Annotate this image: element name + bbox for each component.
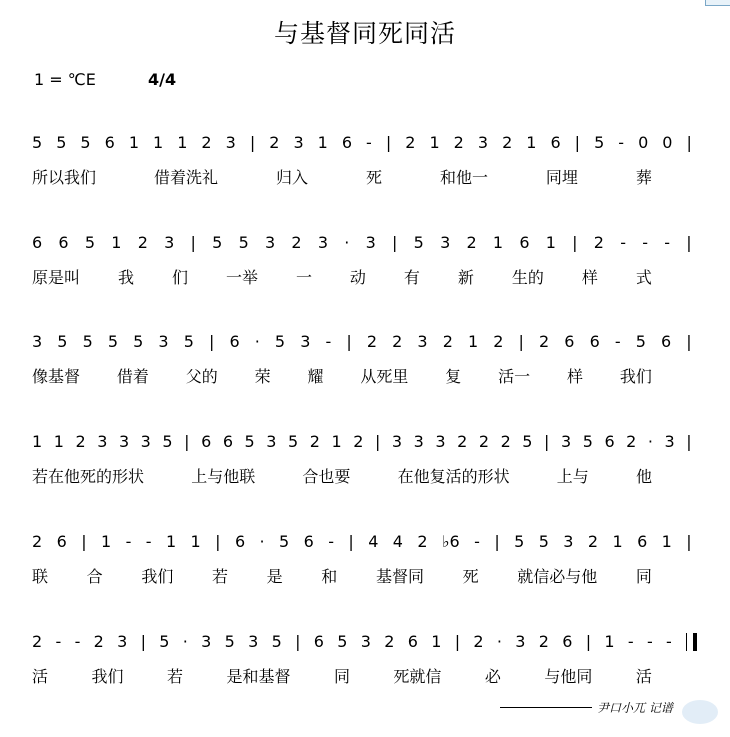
note-token: 5	[244, 432, 255, 451]
lyrics-row	[32, 167, 652, 189]
note-token: 1	[429, 133, 440, 152]
lyric-syllable: 他	[635, 467, 652, 486]
lyric-syllable: 死就信	[393, 667, 442, 686]
lyric-syllable: 死	[462, 567, 479, 586]
note-token: 3	[391, 432, 403, 451]
notes-row	[32, 331, 692, 353]
note-token: 6	[104, 133, 115, 152]
note-token: 2	[353, 432, 364, 451]
note-token: -	[55, 632, 62, 651]
note-token: ·	[496, 632, 502, 651]
lyric-syllable: 我	[117, 268, 134, 287]
note-token: 6	[56, 532, 67, 551]
lyric-syllable: 合	[86, 567, 103, 586]
lyric-syllable: 活	[32, 667, 49, 686]
note-token: 2	[442, 332, 453, 351]
note-token: 1	[177, 133, 188, 152]
note-token: 1	[165, 532, 177, 551]
lyric-syllable: 葬	[635, 168, 652, 187]
lyric-syllable: 同	[635, 567, 652, 586]
note-token: 5	[274, 332, 286, 351]
note-token: 6	[201, 432, 212, 451]
note-token: 2	[269, 133, 280, 152]
note-token: 3	[560, 432, 572, 451]
lyric-syllable: 和	[321, 567, 338, 586]
note-token: 1	[331, 432, 342, 451]
note-token: 6	[303, 532, 314, 551]
note-token: |	[374, 432, 381, 451]
note-token: |	[295, 632, 301, 651]
note-token: 2	[587, 532, 599, 551]
note-token: 1	[111, 233, 122, 252]
note-token: -	[366, 133, 372, 152]
note-token: 5	[80, 133, 91, 152]
lyric-syllable: 一	[295, 268, 312, 287]
note-token: |	[572, 233, 578, 252]
note-token: |	[249, 133, 256, 152]
note-token: 6	[562, 632, 573, 651]
note-token: 6	[341, 133, 353, 152]
note-token: |	[686, 332, 692, 351]
note-token: 6	[222, 432, 233, 451]
note-token: 3	[300, 332, 311, 351]
note-token: |	[190, 233, 196, 252]
note-token: 3	[158, 332, 169, 351]
note-token: 2	[539, 332, 550, 351]
key-signature: 1 = ℃E	[34, 70, 96, 89]
note-token: 1	[128, 133, 139, 152]
note-token: ♭6	[441, 532, 460, 551]
note-token: |	[686, 133, 692, 152]
note-token: 2	[384, 632, 395, 651]
note-token: ·	[344, 233, 350, 252]
lyric-syllable: 我们	[91, 667, 124, 686]
transcriber-credit: 尹口小兀 记谱	[597, 701, 673, 715]
note-token: 3	[164, 233, 175, 252]
note-token: 1	[153, 133, 164, 152]
lyric-syllable: 荣	[254, 367, 271, 386]
note-token: 5	[582, 432, 593, 451]
note-token: 3	[118, 432, 130, 451]
note-token: 5	[82, 332, 93, 351]
note-token: 3	[201, 632, 212, 651]
note-token: 2	[493, 332, 504, 351]
note-token: 3	[477, 133, 489, 152]
notes-row	[32, 431, 692, 453]
note-token: ·	[647, 432, 653, 451]
lyrics-row	[32, 267, 652, 289]
note-token: 5	[238, 233, 249, 252]
note-token: 5	[413, 233, 424, 252]
note-token: 3	[435, 432, 446, 451]
note-token: |	[346, 332, 352, 351]
lyrics-row	[32, 666, 652, 688]
note-token: 5	[32, 133, 43, 152]
lyric-syllable: 样	[567, 367, 584, 386]
note-token: 6	[550, 133, 561, 152]
lyric-syllable: 若	[211, 567, 228, 586]
lyric-syllable: 就信必与他	[517, 567, 598, 586]
note-token: 6	[234, 532, 246, 551]
note-token: 3	[117, 632, 128, 651]
note-token: 3	[417, 332, 428, 351]
note-token: 5	[183, 332, 194, 351]
lyric-syllable: 上与	[556, 467, 589, 486]
lyric-syllable: 归入	[275, 168, 308, 187]
lyric-syllable: 从死里	[360, 367, 409, 386]
note-token: 3	[265, 233, 276, 252]
note-token: 2	[626, 432, 637, 451]
lyric-syllable: 父的	[185, 367, 218, 386]
note-token: 6	[661, 332, 672, 351]
lyric-syllable: 我们	[141, 567, 174, 586]
note-token: 3	[563, 532, 574, 551]
note-token: -	[474, 532, 480, 551]
note-token: |	[184, 432, 190, 451]
note-token: |	[392, 233, 398, 252]
note-token: 5	[279, 532, 290, 551]
lyric-syllable: 原是叫	[32, 268, 81, 287]
note-token: 6	[519, 233, 530, 252]
note-token: 0	[662, 133, 673, 152]
lyric-syllable: 同	[333, 667, 350, 686]
note-token: 0	[638, 133, 649, 152]
note-token: 1	[32, 432, 43, 451]
lyric-syllable: 合也要	[302, 467, 351, 486]
note-token: 1	[492, 233, 504, 252]
note-token: 5	[635, 332, 646, 351]
note-token: 1	[545, 233, 556, 252]
lyric-syllable: 我们	[619, 367, 652, 386]
lyric-syllable: 在他复活的形状	[397, 467, 510, 486]
note-token: ·	[259, 532, 265, 551]
lyric-syllable: 们	[171, 268, 188, 287]
lyric-syllable: 联	[32, 567, 49, 586]
lyric-syllable: 与他同	[544, 667, 593, 686]
note-token: 2	[137, 233, 148, 252]
note-token: 2	[405, 133, 416, 152]
stave-line-3	[0, 331, 730, 391]
note-token: -	[614, 332, 621, 351]
lyric-syllable: 动	[349, 268, 366, 287]
note-token: 6	[637, 532, 648, 551]
note-token: 3	[32, 332, 43, 351]
note-token: 2	[593, 233, 604, 252]
note-token: 6	[58, 233, 69, 252]
lyric-syllable: 死	[365, 168, 382, 187]
signature-line	[500, 707, 592, 708]
note-token: 2	[538, 632, 549, 651]
lyric-syllable: 一举	[225, 268, 258, 287]
note-token: 6	[589, 332, 600, 351]
stave-line-2	[0, 232, 730, 292]
note-token: |	[686, 432, 692, 451]
final-barline	[686, 633, 697, 651]
note-token: 1	[190, 532, 201, 551]
lyric-syllable: 复	[445, 367, 462, 386]
note-token: 3	[248, 632, 259, 651]
note-token: 2	[309, 432, 320, 451]
lyric-syllable: 上与他联	[191, 467, 256, 486]
note-token: 3	[97, 432, 108, 451]
notes-row	[32, 631, 672, 653]
lyric-syllable: 活	[635, 667, 652, 686]
lyric-syllable: 借着洗礼	[153, 168, 218, 187]
note-token: |	[686, 233, 692, 252]
lyric-syllable: 样	[581, 268, 598, 287]
note-token: -	[618, 133, 625, 152]
note-token: 3	[440, 233, 451, 252]
lyric-syllable: 式	[635, 268, 652, 287]
note-token: 1	[526, 133, 537, 152]
stave-line-6	[0, 631, 730, 691]
note-token: 1	[100, 532, 112, 551]
note-token: 3	[266, 432, 277, 451]
note-token: -	[666, 632, 672, 651]
lyric-syllable: 若在他死的形状	[32, 467, 145, 486]
note-token: 1	[604, 632, 615, 651]
note-token: -	[74, 632, 81, 651]
note-token: 5	[288, 432, 299, 451]
note-token: -	[627, 632, 634, 651]
note-token: -	[145, 532, 152, 551]
note-token: 1	[317, 133, 328, 152]
watermark-logo	[682, 700, 718, 724]
notes-row	[32, 132, 692, 154]
note-token: |	[454, 632, 461, 651]
note-token: 2	[392, 332, 403, 351]
note-token: |	[574, 133, 581, 152]
note-token: 2	[453, 133, 464, 152]
note-token: 2	[478, 432, 490, 451]
note-token: -	[664, 233, 671, 252]
stave-line-5	[0, 531, 730, 591]
lyric-syllable: 同埋	[545, 168, 578, 187]
note-token: 2	[366, 332, 378, 351]
note-token: 5	[57, 332, 68, 351]
corner-decoration	[705, 0, 730, 6]
note-token: 2	[75, 432, 86, 451]
lyric-syllable: 若	[166, 667, 183, 686]
note-token: 4	[392, 532, 403, 551]
note-token: 5	[107, 332, 119, 351]
note-token: 4	[368, 532, 379, 551]
note-token: ·	[254, 332, 260, 351]
note-token: 5	[56, 133, 67, 152]
note-token: |	[385, 133, 392, 152]
note-token: 2	[466, 233, 477, 252]
lyric-syllable: 生的	[511, 268, 544, 287]
lyric-syllable: 借着	[116, 367, 149, 386]
note-token: 1	[53, 432, 64, 451]
note-token: ·	[182, 632, 188, 651]
time-signature: 4/4	[148, 70, 177, 89]
note-token: 2	[417, 532, 428, 551]
lyric-syllable: 是	[266, 567, 283, 586]
note-token: -	[325, 332, 332, 351]
note-token: |	[585, 632, 592, 651]
note-token: -	[125, 532, 132, 551]
lyric-syllable: 新	[457, 268, 474, 287]
note-token: 2	[93, 632, 104, 651]
lyrics-row	[32, 566, 652, 588]
note-token: 2	[291, 233, 302, 252]
note-token: |	[215, 532, 221, 551]
note-token: -	[642, 233, 649, 252]
note-token: |	[518, 332, 524, 351]
note-token: |	[208, 332, 215, 351]
note-token: 6	[604, 432, 615, 451]
note-token: 5	[538, 532, 549, 551]
note-token: 6	[32, 233, 43, 252]
note-token: 2	[502, 133, 513, 152]
note-token: 2	[500, 432, 511, 451]
note-token: 5	[514, 532, 525, 551]
notes-row	[32, 232, 692, 254]
note-token: |	[81, 532, 87, 551]
note-token: 5	[133, 332, 144, 351]
note-token: 5	[162, 432, 173, 451]
note-token: 5	[84, 233, 96, 252]
note-token: 5	[212, 233, 223, 252]
lyrics-row	[32, 366, 652, 388]
note-token: 3	[664, 432, 675, 451]
note-token: 5	[522, 432, 533, 451]
lyric-syllable: 和他一	[439, 168, 488, 187]
note-token: 5	[159, 632, 170, 651]
lyric-syllable: 耀	[307, 367, 324, 386]
lyric-syllable: 像基督	[32, 367, 81, 386]
note-token: 5	[271, 632, 282, 651]
note-token: 3	[360, 632, 371, 651]
stave-line-1	[0, 132, 730, 192]
lyric-syllable: 有	[403, 268, 420, 287]
lyric-syllable: 活一	[498, 367, 531, 386]
note-token: 6	[407, 632, 418, 651]
note-token: 1	[431, 632, 442, 651]
note-token: -	[328, 532, 334, 551]
note-token: -	[646, 632, 653, 651]
note-token: |	[348, 532, 354, 551]
lyric-syllable: 基督同	[375, 567, 424, 586]
notes-row	[32, 531, 692, 553]
note-token: 3	[413, 432, 424, 451]
note-token: 6	[564, 332, 575, 351]
note-token: -	[620, 233, 626, 252]
note-token: 3	[293, 133, 304, 152]
note-token: 5	[224, 632, 235, 651]
lyric-syllable: 所以我们	[32, 168, 97, 187]
note-token: 2	[32, 632, 43, 651]
note-token: 3	[365, 233, 376, 252]
note-token: 3	[515, 632, 526, 651]
lyric-syllable: 是和基督	[226, 667, 291, 686]
note-token: 1	[661, 532, 672, 551]
note-token: 6	[229, 332, 240, 351]
note-token: 2	[201, 133, 212, 152]
lyric-syllable: 必	[484, 667, 501, 686]
note-token: 3	[317, 233, 329, 252]
note-token: 6	[313, 632, 324, 651]
note-token: |	[494, 532, 500, 551]
note-token: 2	[32, 532, 43, 551]
note-token: 5	[337, 632, 348, 651]
note-token: |	[140, 632, 146, 651]
song-title: 与基督同死同活	[273, 19, 456, 48]
note-token: 3	[225, 133, 236, 152]
note-token: 2	[457, 432, 468, 451]
note-token: 1	[612, 532, 623, 551]
note-token: |	[544, 432, 550, 451]
note-token: 3	[140, 432, 151, 451]
stave-line-4	[0, 431, 730, 491]
note-token: 1	[467, 332, 479, 351]
note-token: 5	[594, 133, 605, 152]
note-token: 2	[473, 632, 484, 651]
note-token: |	[686, 532, 692, 551]
lyrics-row	[32, 466, 652, 488]
